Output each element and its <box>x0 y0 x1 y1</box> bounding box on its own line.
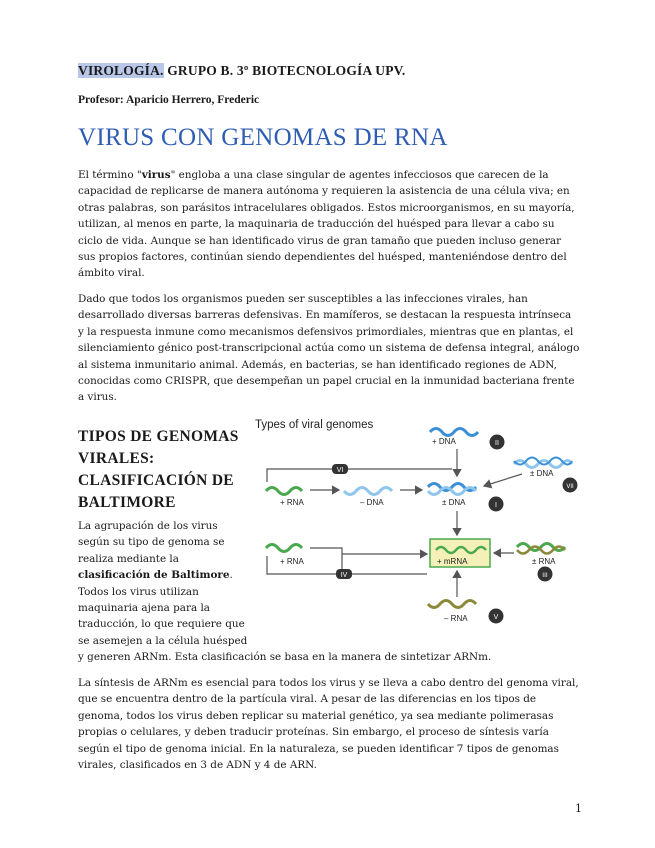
section-text-tail: y generen ARNm. Esta clasificación se basa en la manera de sintetizar ARNm. <box>78 651 492 663</box>
minus-dna-strand <box>344 488 392 495</box>
class-vi: VI <box>336 467 344 474</box>
class-i: I <box>495 502 497 509</box>
label-mrna: + mRNA <box>437 557 468 566</box>
class-iv: IV <box>340 572 348 579</box>
label-pm-dna-top: ± DNA <box>530 469 554 478</box>
label-pm-rna: ± RNA <box>532 557 556 566</box>
class-ii: II <box>495 440 499 447</box>
class-v: V <box>493 614 499 621</box>
label-plus-rna-mid: + RNA <box>280 557 304 566</box>
page-number: 1 <box>575 802 582 815</box>
section-heading: TIPOS DE GENOMAS VIRALES: CLASIFICACIÓN DE BALTIMORE <box>78 428 239 511</box>
iv-plus-rna-strand <box>266 545 302 552</box>
course-group: GRUPO B. 3º BIOTECNOLOGÍA UPV. <box>163 63 406 78</box>
course-header <box>78 63 405 79</box>
arrow-vii-to-i <box>484 474 522 486</box>
professor-line: Profesor: Aparicio Herrero, Frederic <box>78 94 260 106</box>
iv-path <box>310 548 427 574</box>
label-plus-rna-top: + RNA <box>280 498 304 507</box>
label-pm-dna-center: ± DNA <box>442 498 466 507</box>
label-minus-rna: – RNA <box>444 614 468 623</box>
defense-paragraph: Dado que todos los organismos pueden ser susceptibles a las infecciones virales, han desarrollado diversas barreras defensivas. En mamíferos, se destacan la respuesta intrínseca y la respuesta inmune como mecanismos defensivos primordiales, mientras que en plantas, el silenciamiento génico post-transcripcional actúa como un sistema de defensa integral, análogo al sistema inmunitario animal. Además, en bacterias, se han identificado regiones de ADN, conocidas como CRISPR, que desempeñan un papel crucial en la inmunidad bacteriana frente a virus. <box>78 293 580 404</box>
figure-title: Types of viral genomes <box>255 419 374 431</box>
section-text-post: . Todos los virus utilizan maquinaria ajena para la traducción, lo que requiere que se asemejen a la célula huésped <box>78 569 248 647</box>
course-name-highlight: VIROLOGÍA. <box>78 63 164 78</box>
intro-post: " engloba a una clase singular de agentes infecciosos que carecen de la capacidad de replicarse de manera autónoma y requieren la asistencia de una célula viva; en otras palabras, son parásitos intracelulares obligados. Estos microorganismos, en su mayoría, utilizan, al menos en parte, la maquinaria de traducción del huésped para llevar a cabo su ciclo de vida. Aunque se han identificado virus de gran tamaño que pueden incluso generar sus propios factores, continúan siendo dependientes del huésped, manteniéndose dentro del ámbito viral. <box>78 169 575 280</box>
class-iii: III <box>542 572 548 579</box>
intro-bold-term: virus <box>141 169 171 181</box>
viral-genomes-diagram <box>252 414 587 634</box>
mrna-synthesis-paragraph: La síntesis de ARNm es esencial para todos los virus y se lleva a cabo dentro del genoma viral, que se encuentra dentro de la partícula viral. A pesar de las diferencias en los tipos de genoma, todos los virus deben replicar su material genético, ya sea mediante polimerasas propias o celulares, y deben traducir proteínas. Sin embargo, el proceso de síntesis varía según el tipo de genoma inicial. En la naturaleza, se pueden identificar 7 tipos de genomas virales, clasificados en 3 de ADN y 4 de ARN. <box>78 677 579 772</box>
page-title: VIRUS CON GENOMAS DE RNA <box>78 124 448 151</box>
vi-bracket <box>267 469 452 482</box>
intro-pre: El término " <box>78 169 142 181</box>
class-vii: VII <box>566 484 574 490</box>
section-text-bold: clasificación de Baltimore <box>78 569 230 582</box>
section-text-pre: La agrupación de los virus según su tipo de genoma se realiza mediante la <box>78 520 225 565</box>
vi-plus-rna-strand <box>266 488 302 495</box>
plus-dna-strand <box>430 429 478 436</box>
viral-genomes-figure <box>252 414 587 634</box>
intro-paragraph <box>78 167 580 282</box>
iv-loop <box>267 556 342 574</box>
minus-rna-strand <box>428 601 476 608</box>
label-plus-dna: + DNA <box>432 437 456 446</box>
section-text <box>78 518 248 649</box>
label-minus-dna: – DNA <box>360 498 384 507</box>
